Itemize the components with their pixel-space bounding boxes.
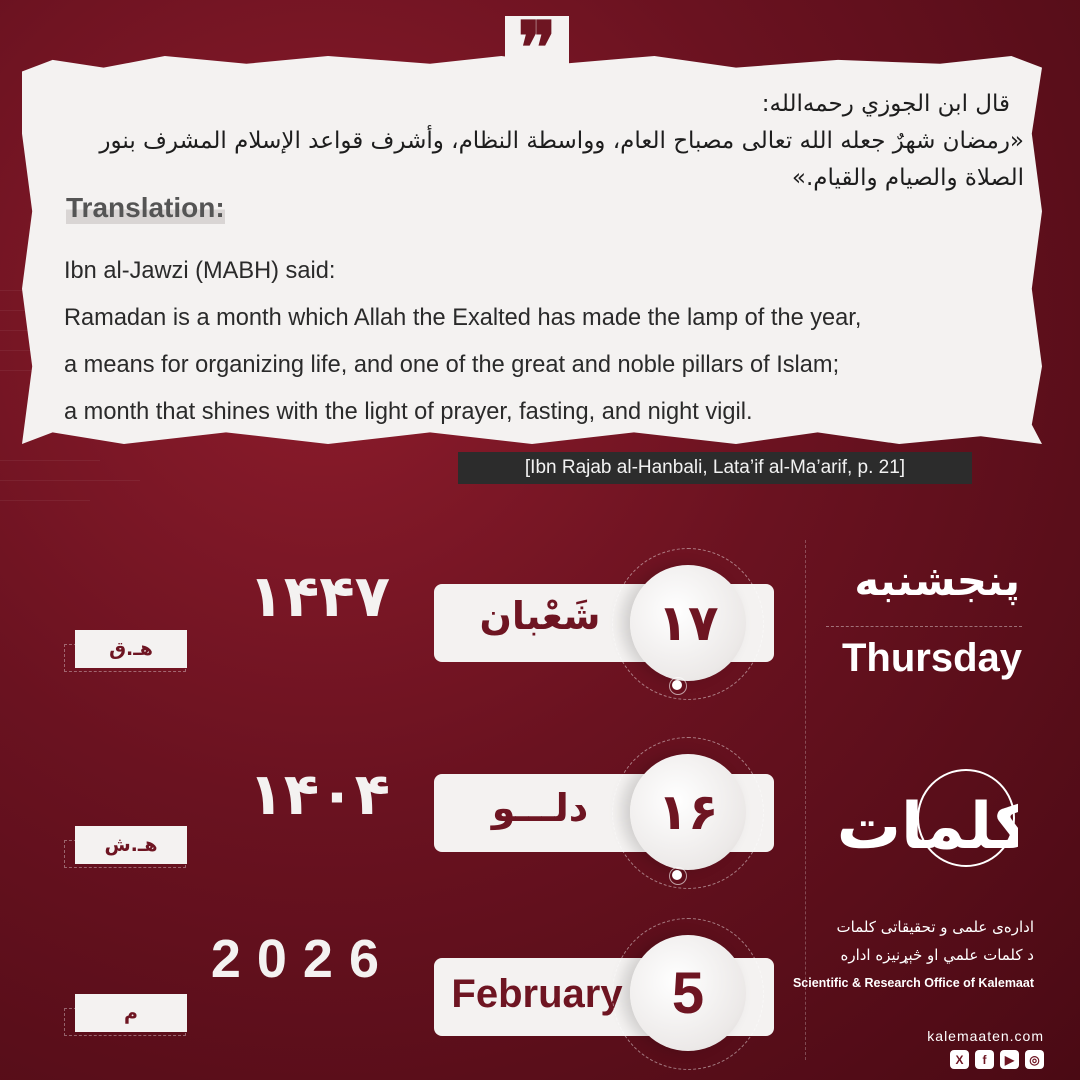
weekday-english: Thursday <box>841 636 1022 680</box>
day-hijri-shamsi: ۱۶ <box>657 783 719 841</box>
dot <box>672 680 682 690</box>
day-circle <box>630 754 746 870</box>
arabic-line-2: «رمضان شهرٌ جعله الله تعالى مصباح العام، وواسطة النظام، وأشرف قواعد الإسلام المشرف بنور <box>99 128 1024 154</box>
logo-text: کلمات <box>838 790 1018 864</box>
website-link[interactable]: kalemaaten.com <box>927 1028 1044 1044</box>
calendar-tag-hijri-qamari: هـ.ق <box>75 630 187 668</box>
weekday-separator <box>826 626 1022 627</box>
year-gregorian: 2026 <box>210 929 395 989</box>
kalemaat-logo <box>838 760 1018 880</box>
org-name-english: Scientific & Research Office of Kalemaat <box>792 976 1034 990</box>
day-hijri-qamari: ۱۷ <box>657 594 719 652</box>
facebook-icon[interactable]: f <box>975 1050 994 1069</box>
social-icons <box>950 1050 1044 1069</box>
month-gregorian: February <box>451 972 623 1016</box>
day-circle <box>630 935 746 1051</box>
english-line-3: a means for organizing life, and one of the great and noble pillars of Islam; <box>64 352 840 378</box>
calendar-tag-hijri-shamsi: هـ.ش <box>75 826 187 864</box>
english-translation <box>64 248 1039 436</box>
english-line-1: Ibn al-Jawzi (MABH) said: <box>64 258 336 284</box>
instagram-icon[interactable]: ◎ <box>1025 1050 1044 1069</box>
org-name-dari: اداره‌ی علمی و تحقیقاتی کلمات <box>836 918 1034 936</box>
month-hijri-shamsi: دلـــو <box>491 786 589 830</box>
x-icon[interactable]: X <box>950 1050 969 1069</box>
year-hijri-shamsi: ۱۴۰۴ <box>248 760 390 828</box>
arabic-line-1: قال ابن الجوزي رحمه‌الله: <box>761 91 1010 117</box>
month-hijri-qamari: شَعْبان <box>479 594 601 638</box>
english-line-4: a month that shines with the light of prayer, fasting, and night vigil. <box>64 399 753 425</box>
dot <box>672 870 682 880</box>
arabic-line-3: الصلاة والصيام والقيام.» <box>791 165 1024 191</box>
english-line-2: Ramadan is a month which Allah the Exalted has made the lamp of the year, <box>64 305 862 331</box>
kalemaat-logo-icon <box>838 760 1018 880</box>
day-gregorian: 5 <box>671 960 705 1026</box>
year-hijri-qamari: ۱۴۴۷ <box>248 562 390 630</box>
youtube-icon[interactable]: ▶ <box>1000 1050 1019 1069</box>
quote-mark-icon: ❞ <box>505 16 569 80</box>
translation-label: Translation: <box>66 192 225 223</box>
org-name-pashto: د کلمات علمي او څېړنيزه اداره <box>840 946 1034 964</box>
calendar-tag-gregorian: م <box>75 994 187 1032</box>
arabic-quote <box>64 86 1024 197</box>
reference-badge: [Ibn Rajab al-Hanbali, Lata’if al-Ma’arif, p. 21] <box>458 452 972 484</box>
weekday-arabic: پنجشنبه <box>854 556 1020 605</box>
day-circle <box>630 565 746 681</box>
